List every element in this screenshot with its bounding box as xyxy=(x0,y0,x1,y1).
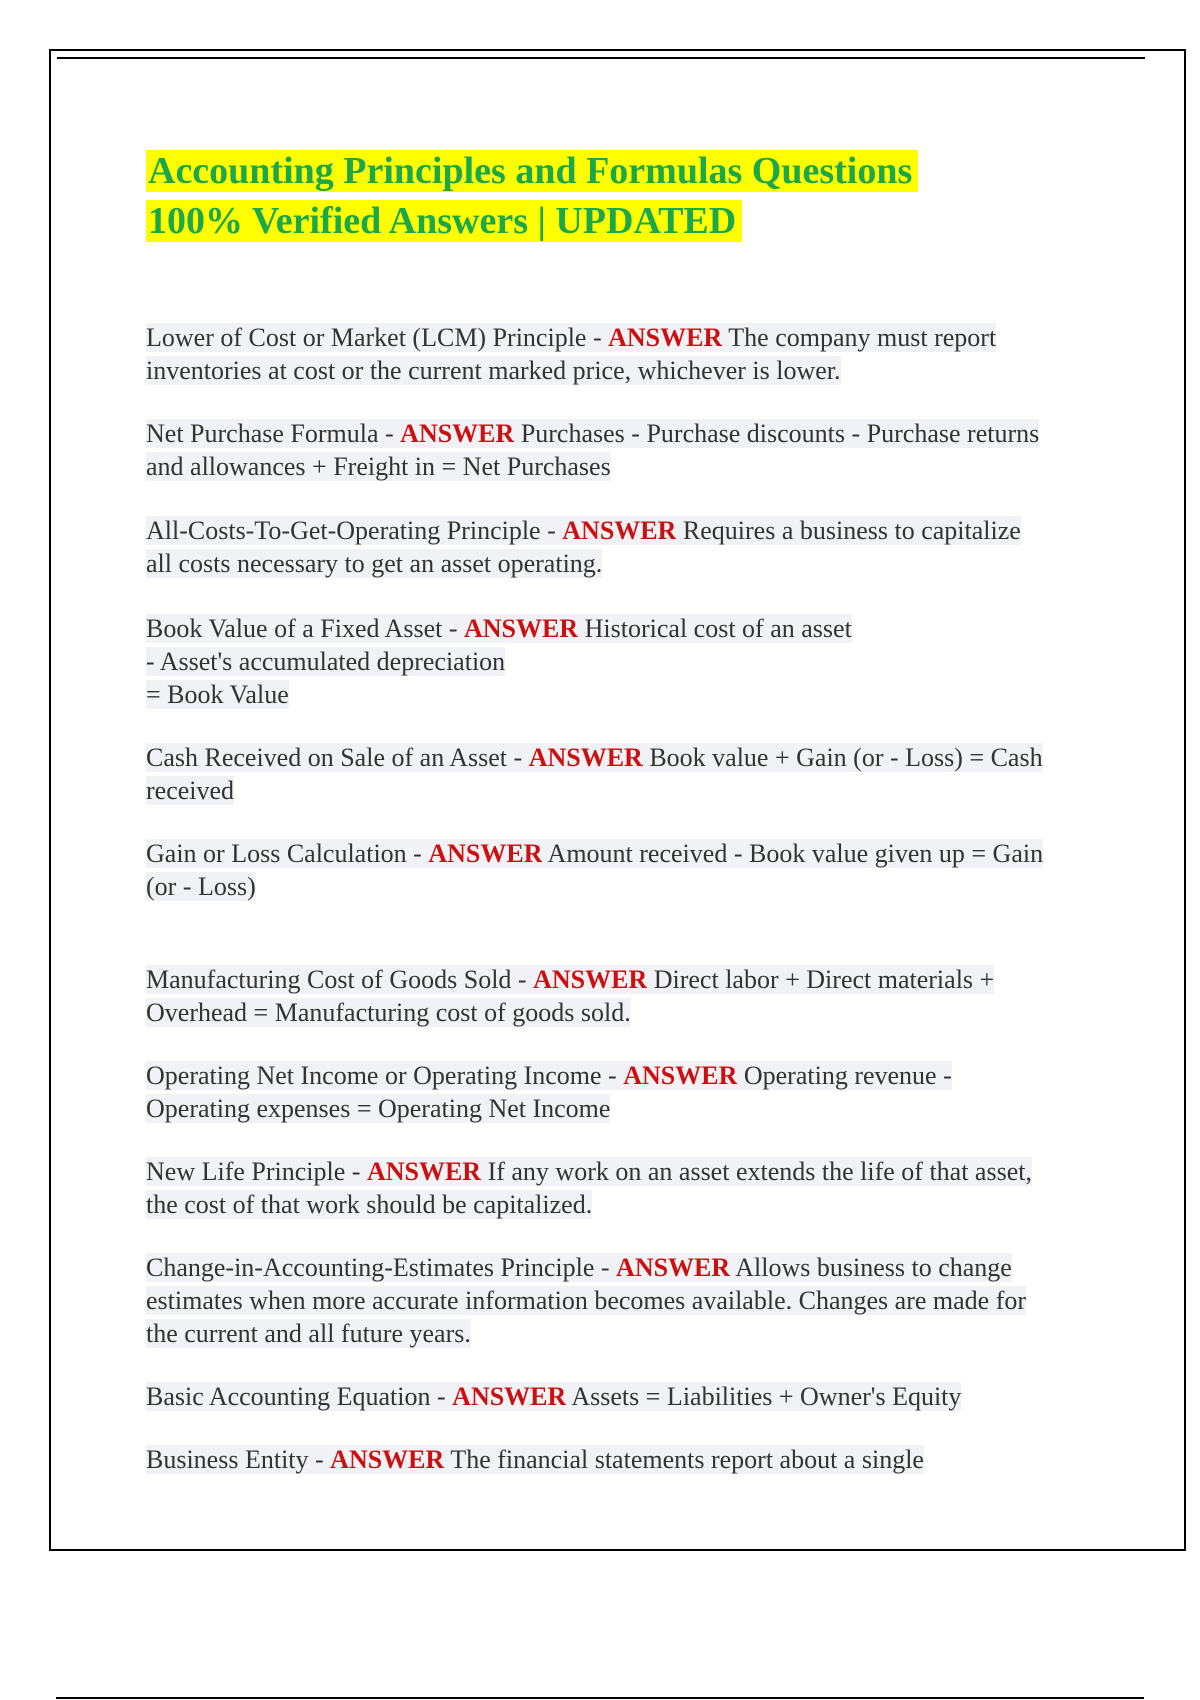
qa-term: Lower of Cost or Market (LCM) Principle - xyxy=(146,323,609,352)
qa-term: Change-in-Accounting-Estimates Principle - xyxy=(146,1253,617,1282)
document-title xyxy=(146,146,1046,246)
qa-item xyxy=(146,1059,1046,1125)
qa-item xyxy=(146,1443,1046,1476)
qa-item xyxy=(146,1380,1046,1413)
qa-answer: Operating revenue - Operating expenses = Operating Net Income xyxy=(146,1061,952,1123)
qa-term: Cash Received on Sale of an Asset - xyxy=(146,743,529,772)
qa-item xyxy=(146,741,1046,807)
qa-item xyxy=(146,963,1046,1029)
qa-list xyxy=(146,321,1046,1476)
answer-label: ANSWER xyxy=(623,1061,738,1090)
qa-answer: If any work on an asset extends the life of that asset, the cost of that work should be capitalized. xyxy=(146,1157,1032,1219)
qa-answer: Amount received - Book value given up = Gain (or - Loss) xyxy=(146,839,1044,901)
qa-answer: The financial statements report about a single xyxy=(444,1445,924,1474)
qa-term: Business Entity - xyxy=(146,1445,331,1474)
answer-label: ANSWER xyxy=(452,1382,567,1411)
qa-answer: Direct labor + Direct materials + Overhead = Manufacturing cost of goods sold. xyxy=(146,965,995,1027)
qa-term: Basic Accounting Equation - xyxy=(146,1382,453,1411)
qa-term: Operating Net Income or Operating Income - xyxy=(146,1061,624,1090)
qa-answer: Assets = Liabilities + Owner's Equity xyxy=(566,1382,962,1411)
qa-answer: Historical cost of an asset xyxy=(578,614,852,643)
qa-answer-line: = Book Value xyxy=(146,680,289,709)
answer-label: ANSWER xyxy=(330,1445,445,1474)
qa-term: New Life Principle - xyxy=(146,1157,367,1186)
qa-term: Book Value of a Fixed Asset - xyxy=(146,614,464,643)
qa-item xyxy=(146,1251,1046,1350)
answer-label: ANSWER xyxy=(366,1157,482,1186)
answer-label: ANSWER xyxy=(616,1253,731,1282)
qa-answer: Requires a business to capitalize all costs necessary to get an asset operating. xyxy=(146,516,1021,578)
qa-answer: Allows business to change estimates when more accurate information becomes available. Changes are made for the current and all future years. xyxy=(146,1253,1027,1348)
qa-answer: The company must report inventories at cost or the current marked price, whichever is lower. xyxy=(146,323,997,385)
qa-item xyxy=(146,514,1046,580)
qa-term: Manufacturing Cost of Goods Sold - xyxy=(146,965,534,994)
qa-answer-line: - Asset's accumulated depreciation xyxy=(146,647,506,676)
answer-label: ANSWER xyxy=(608,323,723,352)
answer-label: ANSWER xyxy=(533,965,648,994)
document-page xyxy=(49,49,1186,1551)
top-rule xyxy=(57,57,1145,59)
qa-term: All-Costs-To-Get-Operating Principle - xyxy=(146,516,563,545)
answer-label: ANSWER xyxy=(400,419,515,448)
qa-item xyxy=(146,417,1046,483)
qa-term: Net Purchase Formula - xyxy=(146,419,401,448)
answer-label: ANSWER xyxy=(428,839,543,868)
qa-term: Gain or Loss Calculation - xyxy=(146,839,429,868)
answer-label: ANSWER xyxy=(562,516,677,545)
qa-answer: Purchases - Purchase discounts - Purchase returns and allowances + Freight in = Net Purchases xyxy=(146,419,1040,481)
answer-label: ANSWER xyxy=(528,743,643,772)
qa-item xyxy=(146,321,1046,387)
next-page-top-rule xyxy=(56,1697,1144,1699)
answer-label: ANSWER xyxy=(464,614,579,643)
qa-item xyxy=(146,837,1046,903)
qa-item xyxy=(146,1155,1046,1221)
qa-answer: Book value + Gain (or - Loss) = Cash received xyxy=(146,743,1043,805)
qa-item xyxy=(146,612,1046,711)
title-line-2: 100% Verified Answers | UPDATED xyxy=(146,200,742,242)
title-line-1: Accounting Principles and Formulas Questions xyxy=(146,150,918,192)
